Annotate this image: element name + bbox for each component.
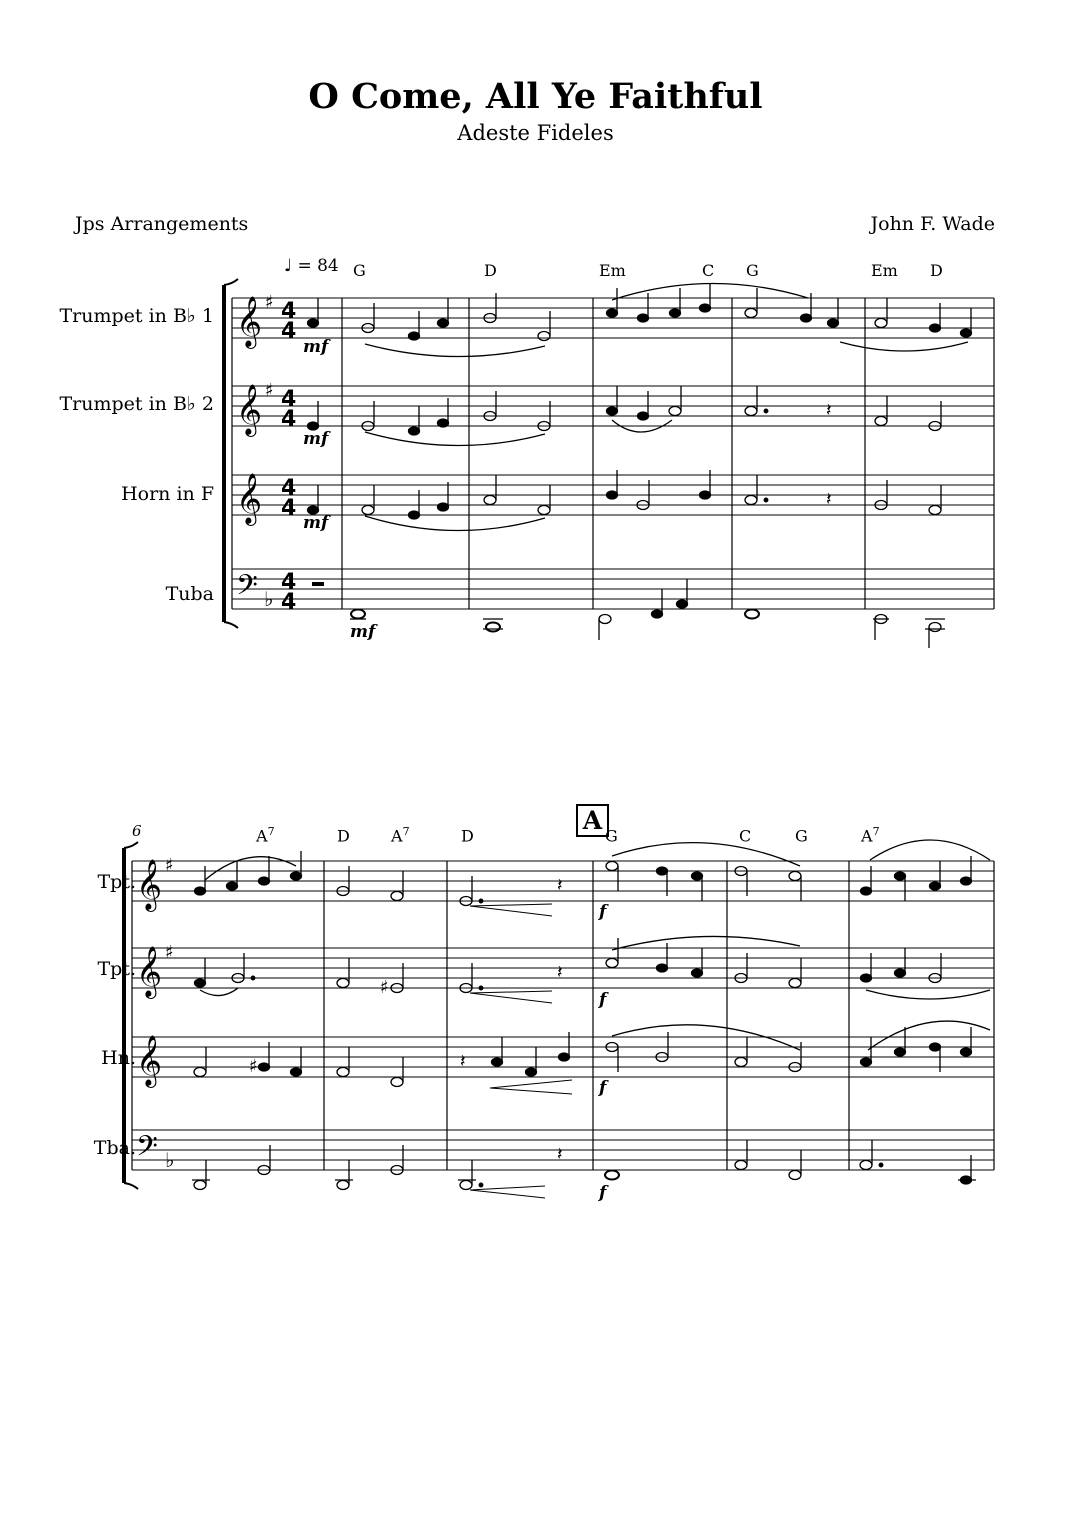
chord-symbol: Em [599, 261, 626, 280]
instrument-label-tuba: Tuba [165, 583, 214, 605]
svg-text:𝄽: 𝄽 [460, 1051, 466, 1072]
instrument-label-trumpet-1-short: Tpt. [97, 871, 136, 893]
composer-credit: John F. Wade [870, 213, 995, 235]
notes-horn [194, 1021, 990, 1094]
chord-symbol: D [461, 826, 474, 846]
treble-clef-icon: 𝄞 [236, 384, 263, 435]
dynamic-f: f [599, 990, 607, 1010]
treble-clef-icon: 𝄞 [136, 1035, 163, 1086]
quarter-note-icon: ♩ [284, 256, 293, 276]
chord-symbol: $A^7$ [861, 825, 880, 846]
barlines [232, 298, 994, 609]
notes-trumpet-2 [195, 936, 991, 1003]
treble-clef-icon: 𝄞 [236, 296, 263, 347]
rehearsal-mark: A [576, 804, 609, 837]
treble-clef-icon: 𝄞 [136, 946, 163, 997]
svg-text:4: 4 [281, 299, 297, 324]
svg-text:4: 4 [281, 407, 297, 432]
chord-symbol: Em [871, 261, 898, 280]
flat-icon: ♭ [264, 587, 274, 611]
chord-symbol: $A^7$ [256, 825, 275, 846]
chord-symbol: D [930, 261, 943, 280]
svg-text:4: 4 [281, 319, 297, 344]
arranger-credit: Jps Arrangements [75, 213, 249, 235]
chord-symbol: C [702, 261, 715, 280]
notes-tuba [192, 1140, 976, 1198]
system-1 [224, 279, 994, 648]
svg-text:𝄽: 𝄽 [557, 962, 563, 983]
bass-clef-icon: 𝄢 [136, 1130, 158, 1170]
sharp-icon: ♯ [165, 855, 174, 876]
barlines [132, 861, 994, 1170]
notes-trumpet-1 [308, 283, 972, 357]
sharp-icon: ♯ [165, 942, 174, 963]
staff-tuba [232, 569, 994, 609]
system-2 [124, 840, 994, 1203]
sharp-icon: ♯ [265, 380, 274, 401]
chord-symbol: D [484, 261, 497, 280]
chord-symbol: C [739, 826, 752, 846]
instrument-label-trumpet-2-short: Tpt. [97, 958, 136, 980]
dynamic-mf: mf [303, 429, 329, 449]
dynamic-mf: mf [350, 622, 376, 642]
sharp-icon: ♯ [265, 292, 274, 313]
svg-text:4: 4 [281, 387, 297, 412]
flat-icon: ♭ [165, 1148, 175, 1172]
svg-text:4: 4 [281, 476, 297, 501]
svg-text:𝄽: 𝄽 [826, 400, 832, 421]
dynamic-f: f [599, 1183, 607, 1203]
instrument-label-tuba-short: Tba. [93, 1137, 136, 1159]
chord-symbol: G [605, 826, 618, 846]
treble-clef-icon: 𝄞 [136, 859, 163, 910]
chord-symbol: $A^7$ [391, 825, 410, 846]
bass-clef-icon: 𝄢 [236, 569, 258, 609]
measure-number: 6 [132, 822, 142, 840]
svg-text:♯: ♯ [249, 1056, 258, 1077]
score-subtitle: Adeste Fideles [457, 121, 614, 145]
dynamic-mf: mf [303, 513, 329, 533]
notes-horn [308, 470, 942, 531]
svg-text:4: 4 [281, 496, 297, 521]
dynamic-mf: mf [303, 337, 329, 357]
chord-symbol: D [337, 826, 350, 846]
staff-tuba [132, 1130, 994, 1170]
dynamic-f: f [599, 1078, 607, 1098]
svg-text:♯: ♯ [380, 977, 389, 998]
instrument-label-horn-short: Hn. [101, 1047, 136, 1069]
chord-symbol: G [746, 261, 759, 280]
instrument-label-trumpet-2: Trumpet in B♭ 2 [59, 393, 214, 415]
svg-text:𝄽: 𝄽 [557, 875, 563, 896]
svg-text:4: 4 [281, 590, 297, 615]
svg-text:𝄽: 𝄽 [826, 489, 832, 510]
chord-symbol: G [353, 261, 366, 280]
svg-text:𝄽: 𝄽 [557, 1144, 563, 1165]
svg-text:4: 4 [281, 570, 297, 595]
instrument-label-trumpet-1: Trumpet in B♭ 1 [59, 305, 214, 327]
chord-symbol: G [795, 826, 808, 846]
dynamic-f: f [599, 902, 607, 922]
tempo-value: = 84 [297, 256, 339, 276]
treble-clef-icon: 𝄞 [236, 473, 263, 524]
notes-trumpet-1 [195, 840, 991, 916]
score-title: O Come, All Ye Faithful [308, 76, 763, 117]
instrument-label-horn: Horn in F [121, 483, 214, 505]
